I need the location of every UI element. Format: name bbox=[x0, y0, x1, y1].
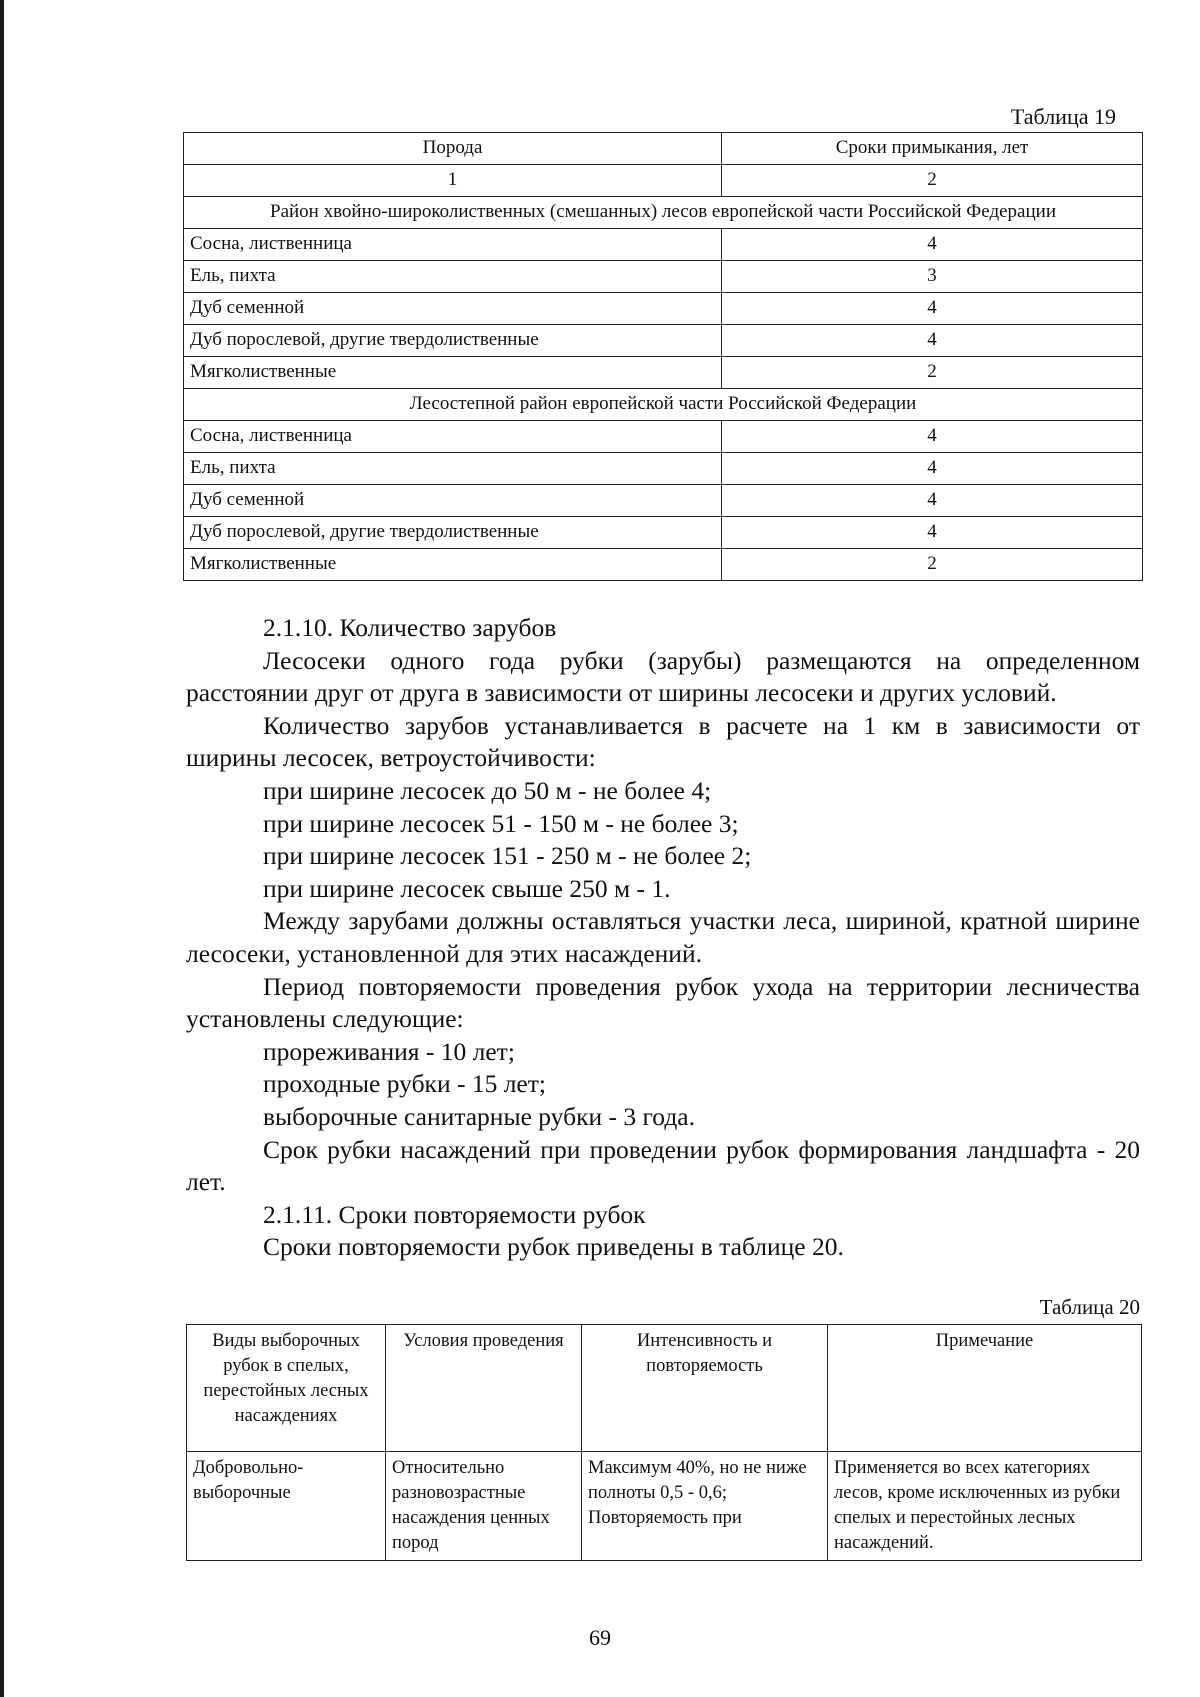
table19-years: 4 bbox=[722, 421, 1143, 453]
body-text bbox=[186, 612, 1140, 1264]
table19-row bbox=[184, 421, 1143, 453]
list-item: при ширине лесосек 51 - 150 м - не более 3; bbox=[263, 808, 739, 838]
table19-species: Мягколиственные bbox=[184, 357, 722, 389]
table19-years: 2 bbox=[722, 357, 1143, 389]
table19-region-row bbox=[184, 197, 1143, 229]
table19-region-row bbox=[184, 389, 1143, 421]
list-item: выборочные санитарные рубки - 3 года. bbox=[263, 1101, 695, 1131]
table19-species: Дуб семенной bbox=[184, 485, 722, 517]
table19-species: Мягколиственные bbox=[184, 549, 722, 581]
table19-species: Ель, пихта bbox=[184, 261, 722, 293]
table19-row bbox=[184, 453, 1143, 485]
table20-header-note: Примечание bbox=[828, 1325, 1142, 1452]
list-item: при ширине лесосек 151 - 250 м - не более 2; bbox=[263, 841, 752, 871]
table19-row bbox=[184, 517, 1143, 549]
table20-cut-type: Добровольно-выборочные bbox=[187, 1452, 386, 1561]
table20-header-conditions: Условия проведения bbox=[386, 1325, 582, 1452]
table19-region-mixed-forests: Район хвойно-широколиственных (смешанных) лесов европейской части Российской Федерации bbox=[184, 197, 1143, 229]
paragraph: Сроки повторяемости рубок приведены в таблице 20. bbox=[263, 1232, 844, 1262]
table19-years: 4 bbox=[722, 293, 1143, 325]
page-number: 69 bbox=[589, 1625, 611, 1650]
table20-note: Применяется во всех категориях лесов, кроме исключенных из рубки спелых и перестойных лесных насаждений. bbox=[828, 1452, 1142, 1561]
table19-species: Дуб порослевой, другие твердолиственные bbox=[184, 325, 722, 357]
table19 bbox=[183, 132, 1143, 581]
table19-years: 4 bbox=[722, 325, 1143, 357]
scan-edge bbox=[0, 0, 4, 1697]
table20-intensity: Максимум 40%, но не ниже полноты 0,5 - 0,6; Повторяемость при bbox=[582, 1452, 828, 1561]
table19-years: 3 bbox=[722, 261, 1143, 293]
table19-region-forest-steppe: Лесостепной район европейской части Российской Федерации bbox=[184, 389, 1143, 421]
table19-row bbox=[184, 325, 1143, 357]
table20-caption: Таблица 20 bbox=[1039, 1295, 1140, 1319]
table19-years: 4 bbox=[722, 485, 1143, 517]
paragraph: Лесосеки одного года рубки (зарубы) размещаются на определенном расстоянии друг от друга в зависимости от ширины лесосеки и других условий. bbox=[186, 645, 1140, 708]
table19-years: 4 bbox=[722, 453, 1143, 485]
paragraph: Между зарубами должны оставляться участки леса, шириной, кратной ширине лесосеки, установленной для этих насаждений. bbox=[186, 906, 1140, 968]
table19-species: Сосна, лиственница bbox=[184, 421, 722, 453]
table19-row bbox=[184, 229, 1143, 261]
table19-numbering-row bbox=[184, 165, 1143, 197]
table19-years: 2 bbox=[722, 549, 1143, 581]
table19-caption: Таблица 19 bbox=[1010, 104, 1116, 129]
table19-row bbox=[184, 293, 1143, 325]
table19-species: Ель, пихта bbox=[184, 453, 722, 485]
table19-years: 4 bbox=[722, 517, 1143, 549]
paragraph: Период повторяемости проведения рубок ухода на территории лесничества установлены следующие: bbox=[186, 971, 1140, 1034]
table20 bbox=[186, 1324, 1142, 1561]
table20-header-row bbox=[187, 1325, 1142, 1452]
table19-species: Дуб семенной bbox=[184, 293, 722, 325]
list-item: прореживания - 10 лет; bbox=[263, 1036, 515, 1066]
table20-header-cut-types: Виды выборочных рубок в спелых, перестойных лесных насаждениях bbox=[187, 1325, 386, 1452]
table19-species: Сосна, лиственница bbox=[184, 229, 722, 261]
paragraph: Срок рубки насаждений при проведении рубок формирования ландшафта - 20 лет. bbox=[186, 1134, 1140, 1197]
list-item: при ширине лесосек свыше 250 м - 1. bbox=[263, 873, 671, 903]
paragraph: Количество зарубов устанавливается в расчете на 1 км в зависимости от ширины лесосек, ветроустойчивости: bbox=[186, 710, 1140, 773]
table19-row bbox=[184, 357, 1143, 389]
section-heading-2-1-10: 2.1.10. Количество зарубов bbox=[263, 613, 557, 642]
table19-col-number: 2 bbox=[722, 165, 1143, 197]
table19-row bbox=[184, 549, 1143, 581]
table19-header-row bbox=[184, 133, 1143, 165]
table19-species: Дуб порослевой, другие твердолиственные bbox=[184, 517, 722, 549]
table19-header-terms: Сроки примыкания, лет bbox=[722, 133, 1143, 165]
table20-header-intensity: Интенсивность и повторяемость bbox=[582, 1325, 828, 1452]
list-item: проходные рубки - 15 лет; bbox=[263, 1069, 546, 1099]
table19-header-species: Порода bbox=[184, 133, 722, 165]
table19-row bbox=[184, 485, 1143, 517]
table19-years: 4 bbox=[722, 229, 1143, 261]
table19-row bbox=[184, 261, 1143, 293]
table20-conditions: Относительно разновозрастные насаждения ценных пород bbox=[386, 1452, 582, 1561]
section-heading-2-1-11: 2.1.11. Сроки повторяемости рубок bbox=[263, 1199, 646, 1229]
table19-col-number: 1 bbox=[184, 165, 722, 197]
table20-row bbox=[187, 1452, 1142, 1561]
list-item: при ширине лесосек до 50 м - не более 4; bbox=[263, 775, 712, 805]
